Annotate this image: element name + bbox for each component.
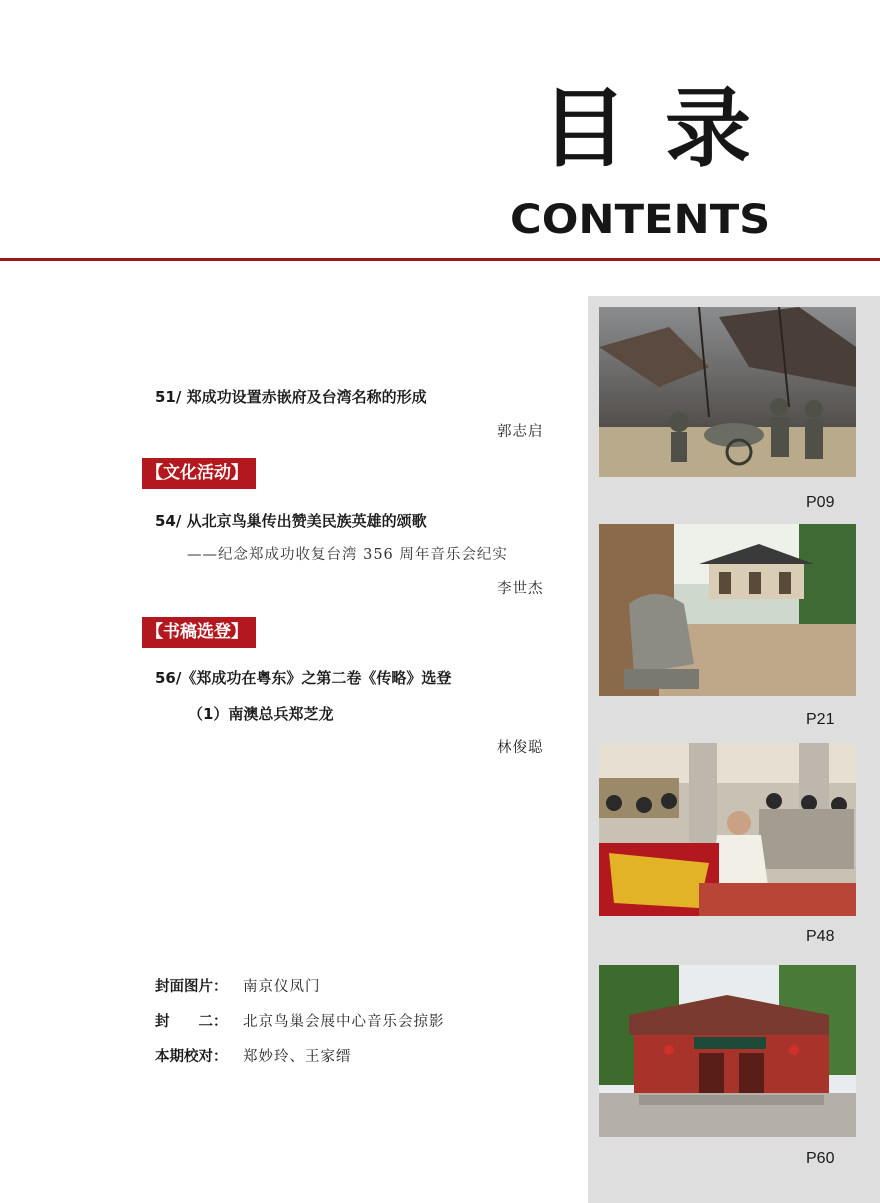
- page-title: 目录: [541, 78, 789, 179]
- photo-page-ref: P48: [806, 928, 835, 945]
- folk-performance-photo[interactable]: [599, 743, 856, 916]
- toc-entry-title[interactable]: 54/ 从北京鸟巢传出赞美民族英雄的颂歌: [155, 512, 427, 530]
- toc-entry-title[interactable]: 51/ 郑成功设置赤嵌府及台湾名称的形成: [155, 388, 427, 406]
- section-tag-culture: 【文化活动】: [142, 458, 256, 489]
- credit-value: 南京仪凤门: [243, 979, 321, 995]
- header-divider: [0, 258, 880, 261]
- section-tag-manuscripts: 【书稿选登】: [142, 617, 256, 648]
- temple-courtyard-photo[interactable]: [599, 524, 856, 696]
- toc-entry-subtitle: （1）南澳总兵郑芝龙: [188, 705, 334, 723]
- photo-page-ref: P21: [806, 711, 835, 728]
- museum-diorama-photo[interactable]: [599, 307, 856, 477]
- toc-entry-title[interactable]: 56/《郑成功在粤东》之第二卷《传略》选登: [155, 669, 452, 687]
- toc-entry-author: 林俊聪: [497, 740, 544, 756]
- credit-label: 封 二：: [155, 1014, 228, 1030]
- toc-entry-author: 郭志启: [497, 424, 544, 440]
- photo-page-ref: P60: [806, 1150, 835, 1167]
- credit-label: 封面图片：: [155, 979, 228, 995]
- credit-value: 郑妙玲、王家缙: [243, 1049, 352, 1065]
- toc-entry-subtitle: ——纪念郑成功收复台湾 356 周年音乐会纪实: [187, 547, 508, 563]
- credit-value: 北京鸟巢会展中心音乐会掠影: [243, 1014, 445, 1030]
- toc-entry-author: 李世杰: [497, 581, 544, 597]
- photo-page-ref: P09: [806, 494, 835, 511]
- memorial-hall-photo[interactable]: [599, 965, 856, 1137]
- page-title-english: CONTENTS: [510, 197, 771, 243]
- credit-label: 本期校对：: [155, 1049, 228, 1065]
